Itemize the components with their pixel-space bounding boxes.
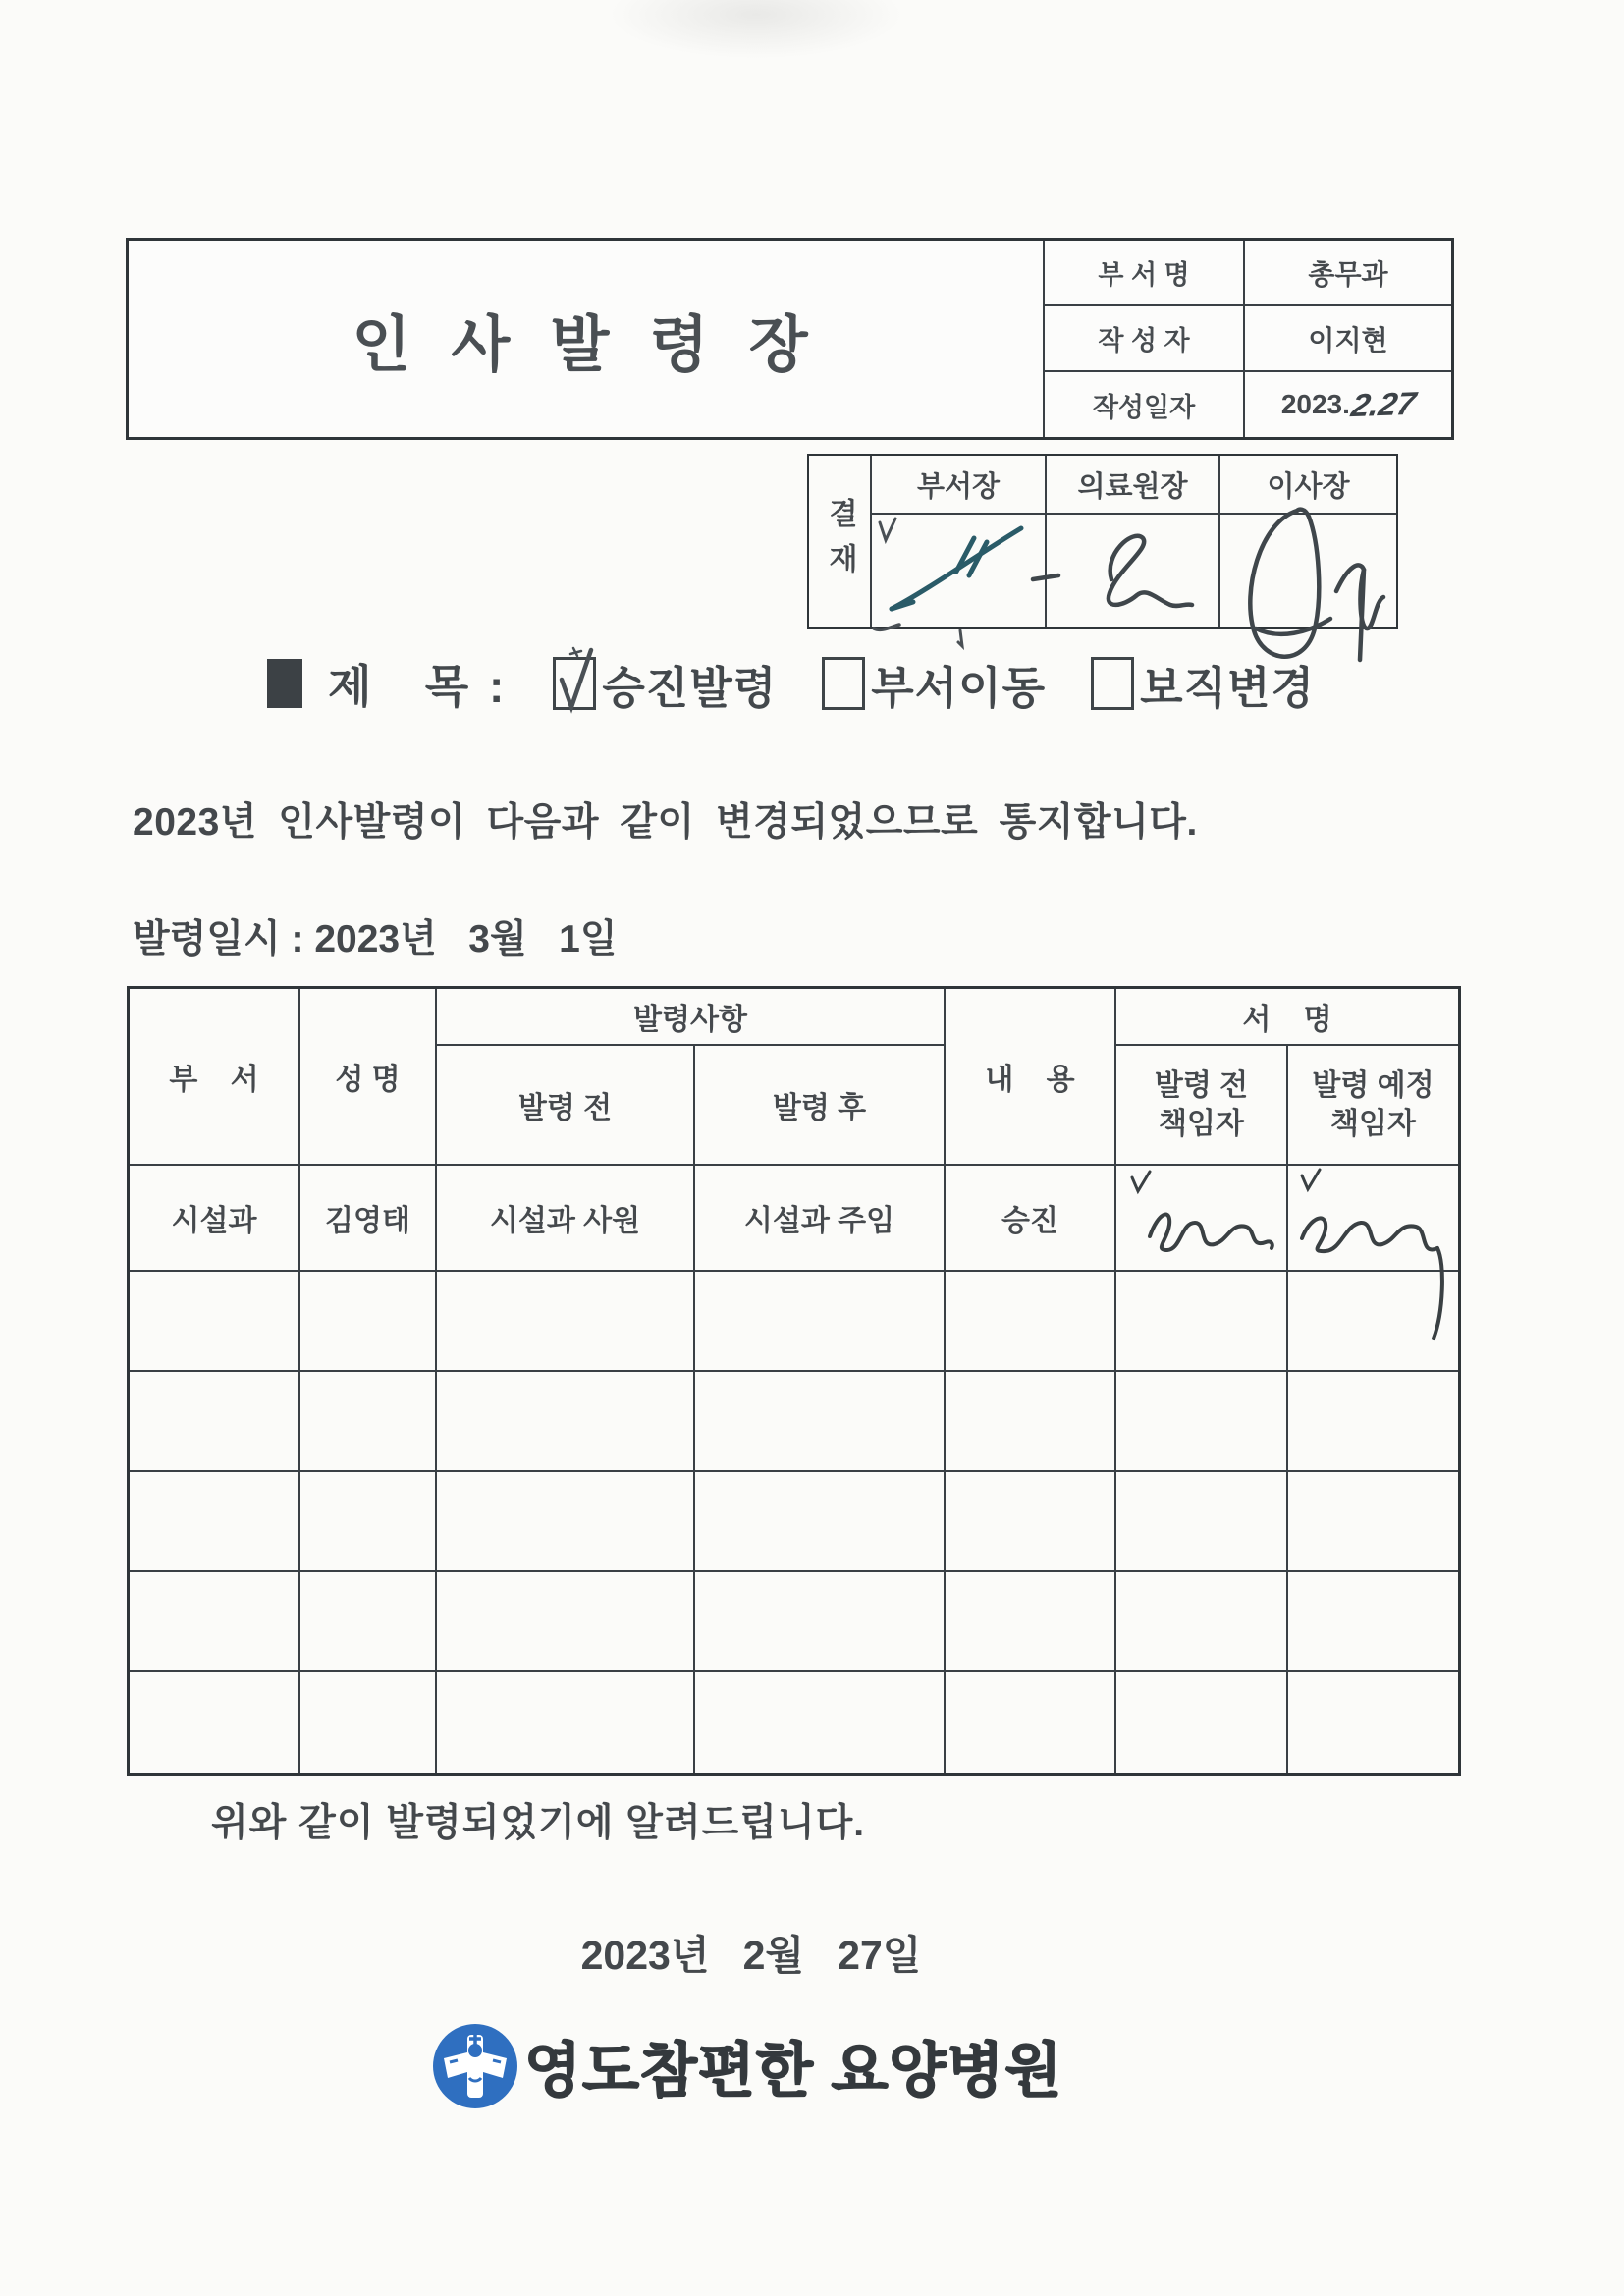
col-header-before: 발령 전: [437, 1046, 695, 1166]
orders-table: [127, 986, 1461, 1776]
empty-cell: [1116, 1372, 1288, 1472]
hospital-signature-line: [430, 2021, 1062, 2111]
empty-cell: [130, 1372, 300, 1472]
empty-cell: [946, 1672, 1116, 1773]
checkbox-position-change: [1091, 657, 1134, 710]
col-header-after: 발령 후: [695, 1046, 946, 1166]
empty-cell: [695, 1372, 946, 1472]
field-value-department: 총무과: [1245, 241, 1451, 306]
empty-cell: [946, 1372, 1116, 1472]
empty-cell: [946, 1272, 1116, 1372]
square-bullet-icon: [267, 659, 302, 708]
empty-cell: [1116, 1672, 1288, 1773]
effective-date-text: 발령일시 : 2023년 3월 1일: [133, 918, 618, 960]
col-header-sign-before: 발령 전 책임자: [1116, 1046, 1288, 1166]
approval-label: 결재: [809, 456, 872, 627]
approval-col-medical-director: 의료원장: [1047, 456, 1220, 515]
empty-cell: [1288, 1372, 1458, 1472]
col-header-orders: 발령사항: [437, 989, 946, 1046]
doc-header-table: [126, 238, 1454, 440]
empty-cell: [695, 1272, 946, 1372]
scan-smudge: [609, 0, 903, 59]
row-cell-name: 김영태: [300, 1166, 437, 1272]
col-header-sign-planned: 발령 예정 책임자: [1288, 1046, 1458, 1166]
field-label-department: 부 서 명: [1045, 241, 1245, 306]
subject-option-position-change: [1091, 652, 1315, 716]
empty-cell: [300, 1372, 437, 1472]
empty-cell: [437, 1372, 695, 1472]
empty-cell: [130, 1272, 300, 1372]
empty-cell: [437, 1572, 695, 1672]
subject-line: [267, 652, 1315, 715]
empty-cell: [1288, 1472, 1458, 1572]
empty-cell: [946, 1572, 1116, 1672]
field-value-author: 이지현: [1245, 306, 1451, 372]
row-cell-department: 시설과: [130, 1166, 300, 1272]
subject-option-promotion: [553, 652, 777, 716]
empty-cell: [1288, 1672, 1458, 1773]
page-title: 인 사 발 령 장: [129, 241, 1045, 437]
approval-col-dept-head: 부서장: [872, 456, 1047, 515]
closing-text: 위와 같이 발령되었기에 알려드립니다.: [211, 1802, 866, 1844]
checkbox-transfer: [822, 657, 865, 710]
checkbox-promotion: [553, 657, 596, 710]
field-label-author: 작 성 자: [1045, 306, 1245, 372]
date-printed-part: 2023.: [1280, 389, 1350, 419]
subject-option-transfer: [822, 652, 1046, 716]
notice-text: 2023년 인사발령이 다음과 같이 변경되었으므로 통지합니다.: [133, 801, 1198, 844]
empty-cell: [130, 1472, 300, 1572]
empty-cell: [300, 1272, 437, 1372]
signature-planned-officer-icon: [1288, 1166, 1458, 1272]
empty-cell: [1116, 1572, 1288, 1672]
hospital-logo-icon: [430, 2021, 520, 2111]
empty-cell: [1116, 1272, 1288, 1372]
signature-dept-head-icon: [872, 515, 1047, 627]
empty-cell: [1288, 1272, 1458, 1372]
empty-cell: [1116, 1472, 1288, 1572]
empty-cell: [130, 1672, 300, 1773]
empty-cell: [300, 1572, 437, 1672]
empty-cell: [300, 1672, 437, 1773]
field-label-date-written: 작성일자: [1045, 372, 1245, 437]
row-cell-before: 시설과 사원: [437, 1166, 695, 1272]
signature-medical-director-icon: [1047, 515, 1220, 627]
empty-cell: [695, 1672, 946, 1773]
empty-cell: [946, 1472, 1116, 1572]
checkbox-promotion-label: 승진발령: [602, 662, 778, 713]
row-cell-content: 승진: [946, 1166, 1116, 1272]
empty-cell: [437, 1472, 695, 1572]
approval-table: [807, 454, 1398, 629]
hospital-name: 영도참편한 요양병원: [524, 2038, 1063, 2104]
empty-cell: [130, 1572, 300, 1672]
empty-cell: [695, 1472, 946, 1572]
issue-date-text: 2023년 2월 27일: [580, 1933, 922, 1978]
col-header-name: 성 명: [300, 989, 437, 1166]
col-header-department: 부 서: [130, 989, 300, 1166]
empty-cell: [437, 1272, 695, 1372]
row-cell-after: 시설과 주임: [695, 1166, 946, 1272]
field-value-date-written: [1245, 372, 1451, 437]
checkbox-transfer-label: 부서이동: [871, 662, 1047, 713]
subject-label: 제 목 :: [328, 661, 509, 712]
date-handwritten-part: 2.27: [1348, 384, 1419, 424]
empty-cell: [437, 1672, 695, 1773]
empty-cell: [695, 1572, 946, 1672]
approval-col-chairman: 이사장: [1220, 456, 1396, 515]
checkbox-position-change-label: 보직변경: [1140, 662, 1315, 713]
empty-cell: [300, 1472, 437, 1572]
signature-before-officer-icon: [1116, 1166, 1288, 1272]
col-header-signature: 서 명: [1116, 989, 1458, 1046]
signature-chairman-icon: [1220, 515, 1396, 627]
col-header-content: 내 용: [946, 989, 1116, 1166]
empty-cell: [1288, 1572, 1458, 1672]
